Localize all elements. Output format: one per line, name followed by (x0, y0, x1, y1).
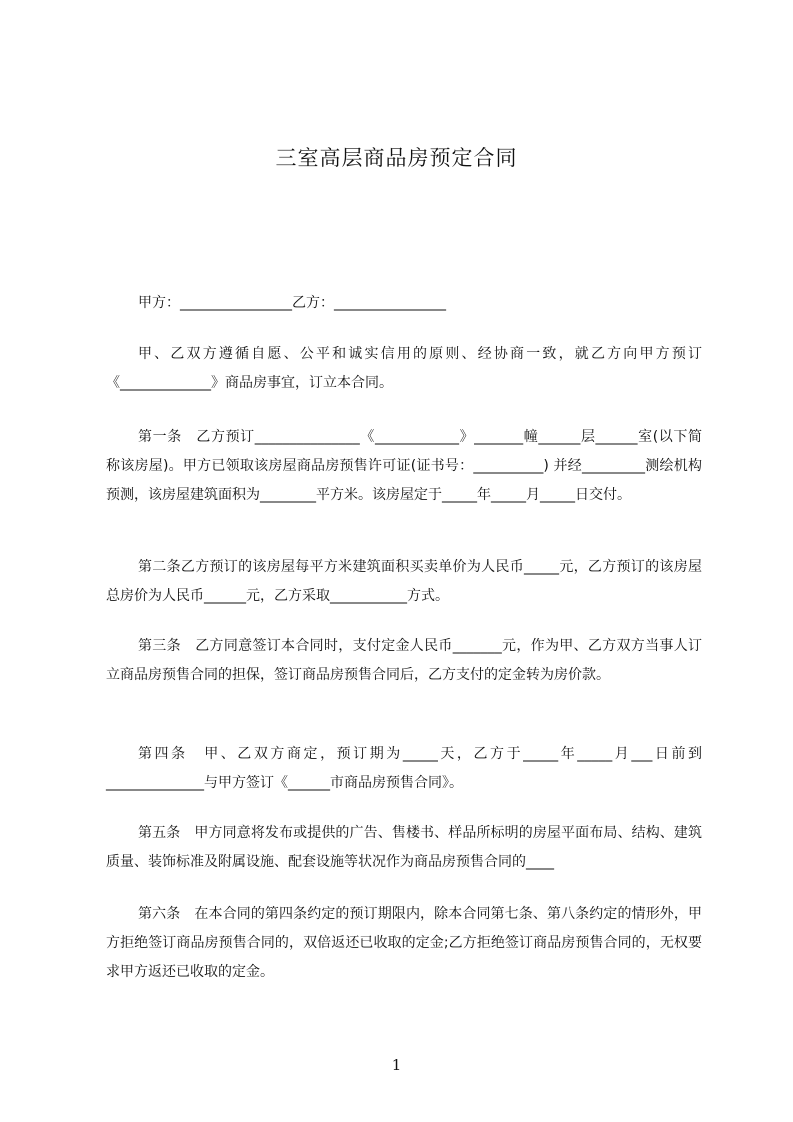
article-3-paragraph: 第三条 乙方同意签订本合同时，支付定金人民币_______元，作为甲、乙方双方当事人订立商品房预售合同的担保，签订商品房预售合同后，乙方支付的定金转为房价款。 (106, 638, 702, 683)
preamble-paragraph: 甲、乙双方遵循自愿、公平和诚实信用的原则、经协商一致，就乙方向甲方预订《_____________》商品房事宜，订立本合同。 (106, 346, 702, 391)
article-5-paragraph: 第五条 甲方同意将发布或提供的广告、售楼书、样品所标明的房屋平面布局、结构、建筑质量、装饰标准及附属设施、配套设施等状况作为商品房预售合同的____ (106, 825, 702, 870)
document-title: 三室高层商品房预定合同 (275, 146, 518, 170)
page-number: 1 (391, 1056, 402, 1074)
article-4-paragraph: 第四条 甲、乙双方商定，预订期为_____天，乙方于_____年_____月___日前到______________与甲方签订《______市商品房预售合同》。 (106, 746, 702, 791)
article-1-paragraph: 第一条 乙方预订_______________《____________》_______幢______层______室(以下简称该房屋)。甲方已领取该房屋商品房预售许可证(证书号：__________) 并经_________测绘机构预测，该房屋建筑面积为________平方米。该房屋定于_____年_____月_____日交付。 (106, 429, 702, 503)
article-6-paragraph: 第六条 在本合同的第四条约定的预订期限内，除本合同第七条、第八条约定的情形外，甲方拒绝签订商品房预售合同的，双倍返还已收取的定金;乙方拒绝签订商品房预售合同的，无权要求甲方返还已收取的定金。 (106, 906, 702, 980)
article-2-paragraph: 第二条乙方预订的该房屋每平方米建筑面积买卖单价为人民币_____元，乙方预订的该房屋总房价为人民币______元，乙方采取___________方式。 (106, 559, 702, 604)
party-line: 甲方：________________乙方：________________ (138, 295, 446, 311)
